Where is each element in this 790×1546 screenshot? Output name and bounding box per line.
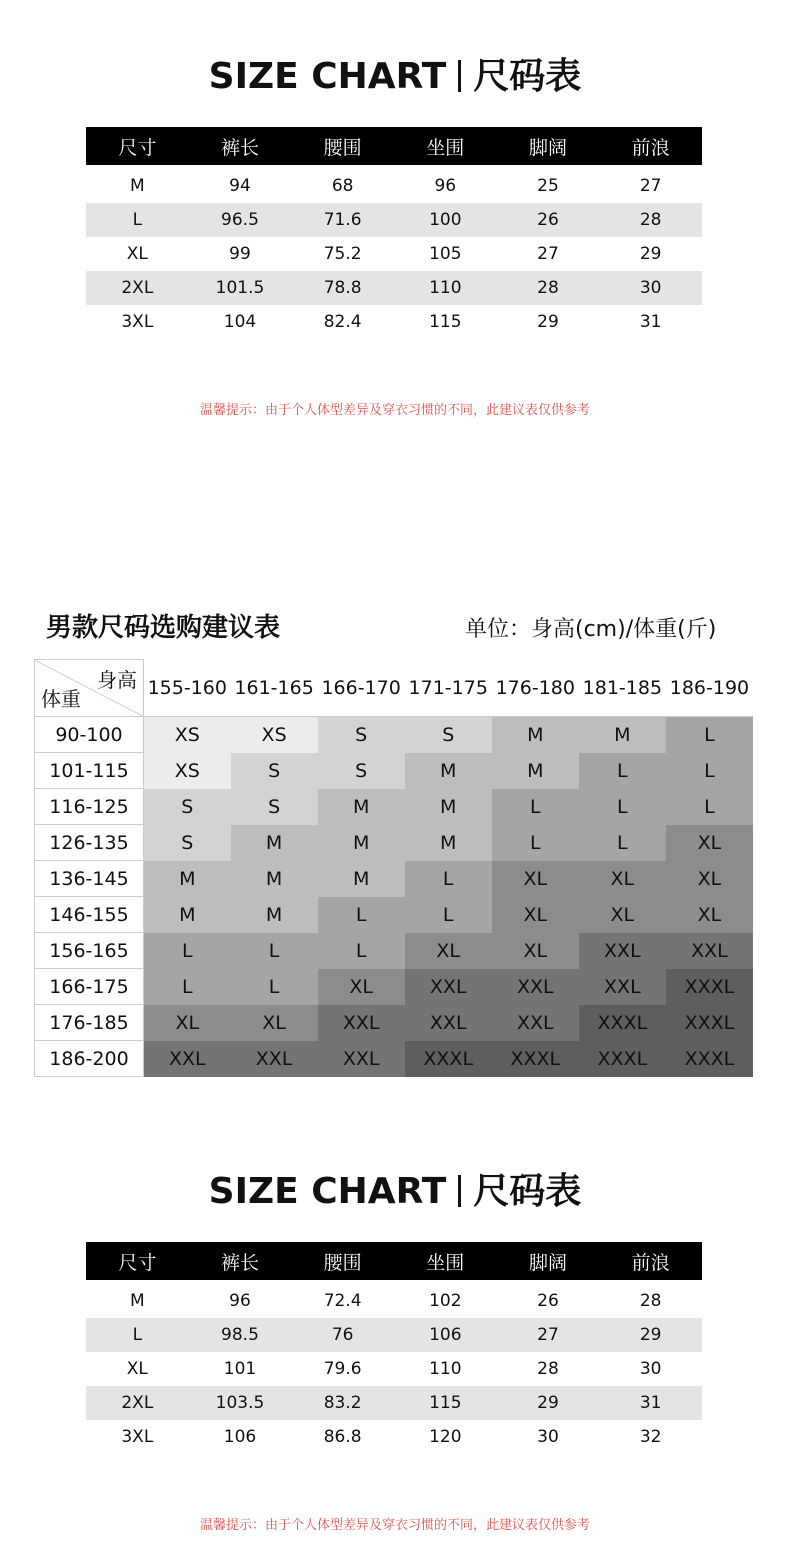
size-recommendation-cell: XL (666, 825, 753, 861)
size-recommendation-cell: S (318, 717, 405, 753)
size-cell: 120 (429, 1427, 462, 1447)
header-cell: 坐围 (394, 127, 497, 165)
size-recommendation-cell: XL (492, 933, 579, 969)
header-cell: 腰围 (291, 127, 394, 165)
header-cell: 尺寸 (86, 1242, 189, 1280)
size-cell: 3XL (121, 1427, 154, 1447)
size-recommendation-cell: XXL (318, 1005, 405, 1041)
size-table-1 (86, 127, 702, 339)
corner-height-label: 身高 (97, 668, 137, 692)
size-recommendation-cell: L (231, 933, 318, 969)
size-recommendation-cell: XXXL (492, 1041, 579, 1077)
size-cell: 106 (394, 1318, 497, 1352)
size-row (86, 1318, 702, 1352)
size-cell: M (129, 176, 145, 196)
weight-range-label: 101-115 (35, 753, 144, 789)
size-recommendation-cell: M (405, 753, 492, 789)
size-row (86, 271, 702, 305)
size-recommendation-cell: M (144, 897, 231, 933)
size-recommendation-cell: L (144, 969, 231, 1005)
title-divider (458, 1175, 461, 1207)
size-recommendation-cell: M (144, 861, 231, 897)
weight-range-label: 136-145 (35, 861, 144, 897)
title-divider (458, 60, 461, 92)
size-cell: 76 (291, 1318, 394, 1352)
header-cell: 前浪 (599, 1242, 702, 1280)
size-recommendation-cell: XL (579, 897, 666, 933)
weight-row (35, 825, 754, 861)
size-cell: 82.4 (323, 312, 362, 332)
size-cell: 100 (394, 203, 497, 237)
recommend-title: 男款尺码选购建议表 (46, 613, 281, 643)
size-recommendation-cell: L (144, 933, 231, 969)
size-recommendation-cell: XXL (231, 1041, 318, 1077)
corner-weight-label: 体重 (41, 687, 81, 711)
size-recommendation-cell: XXL (666, 933, 753, 969)
tip-note-2: 温馨提示：由于个人体型差异及穿衣习惯的不同，此建议表仅供参考 (199, 1518, 590, 1533)
size-recommendation-cell: S (144, 789, 231, 825)
weight-range-label: 176-185 (35, 1005, 144, 1041)
title-en: SIZE CHART (208, 56, 447, 97)
size-recommendation-cell: XXXL (579, 1041, 666, 1077)
grid-header-row (35, 660, 754, 717)
size-cell: 96 (434, 176, 457, 196)
size-cell: L (86, 1318, 189, 1352)
size-cell: 103.5 (189, 1386, 292, 1420)
size-cell: 27 (537, 244, 559, 264)
size-recommendation-cell: S (318, 753, 405, 789)
size-recommendation-cell: XS (144, 753, 231, 789)
size-cell: 31 (599, 1386, 702, 1420)
size-recommendation-cell: XXL (405, 1005, 492, 1041)
size-cell: 26 (537, 1291, 559, 1311)
size-cell: 28 (537, 1359, 559, 1379)
size-recommendation-cell: M (492, 717, 579, 753)
size-recommendation-cell: XL (144, 1005, 231, 1041)
size-cell: 26 (497, 203, 600, 237)
weight-row (35, 1005, 754, 1041)
size-cell: 30 (537, 1427, 559, 1447)
size-recommendation-cell: M (318, 861, 405, 897)
size-chart-title-2 (0, 1163, 790, 1214)
size-cell: XL (126, 1359, 148, 1379)
size-recommendation-cell: XL (666, 897, 753, 933)
size-cell: 75.2 (323, 244, 362, 264)
height-range-header: 181-185 (579, 660, 666, 717)
weight-range-label: 186-200 (35, 1041, 144, 1077)
size-recommendation-cell: XXL (405, 969, 492, 1005)
size-cell: 27 (497, 1318, 600, 1352)
recommend-grid (34, 659, 753, 1077)
height-range-header: 176-180 (492, 660, 579, 717)
size-recommendation-cell: L (405, 861, 492, 897)
weight-range-label: 90-100 (35, 717, 144, 753)
size-cell: 2XL (86, 1386, 189, 1420)
height-range-header: 155-160 (144, 660, 231, 717)
size-recommendation-cell: XXL (492, 1005, 579, 1041)
size-cell: 29 (497, 1386, 600, 1420)
size-recommendation-cell: L (666, 789, 753, 825)
size-cell: 28 (497, 271, 600, 305)
size-recommendation-cell: XXL (144, 1041, 231, 1077)
header-cell: 裤长 (189, 127, 292, 165)
size-recommendation-cell: XS (144, 717, 231, 753)
weight-row (35, 933, 754, 969)
size-row (86, 203, 702, 237)
size-recommendation-cell: M (318, 789, 405, 825)
size-cell: 28 (599, 203, 702, 237)
title-cn: 尺码表 (473, 1171, 582, 1212)
height-range-header: 171-175 (405, 660, 492, 717)
size-recommendation-cell: L (492, 825, 579, 861)
header-cell: 尺寸 (86, 127, 189, 165)
size-row (86, 237, 702, 271)
size-recommendation-cell: XS (231, 717, 318, 753)
size-recommendation-cell: XXL (579, 933, 666, 969)
size-row (86, 165, 702, 203)
size-recommendation-cell: L (405, 897, 492, 933)
size-cell: 101.5 (189, 271, 292, 305)
size-recommendation-cell: XXXL (666, 969, 753, 1005)
size-cell: 96.5 (189, 203, 292, 237)
size-recommendation-cell: L (666, 753, 753, 789)
height-range-header: 161-165 (231, 660, 318, 717)
weight-row (35, 969, 754, 1005)
size-cell: 102 (429, 1291, 462, 1311)
size-recommendation-cell: L (318, 897, 405, 933)
size-recommendation-cell: M (492, 753, 579, 789)
size-recommendation-cell: M (318, 825, 405, 861)
header-cell: 腰围 (291, 1242, 394, 1280)
size-recommendation-cell: XL (666, 861, 753, 897)
height-range-header: 166-170 (318, 660, 405, 717)
tip-note-1: 温馨提示：由于个人体型差异及穿衣习惯的不同，此建议表仅供参考 (199, 403, 590, 418)
size-recommendation-cell: L (579, 825, 666, 861)
size-recommendation-cell: M (579, 717, 666, 753)
size-cell: M (129, 1291, 145, 1311)
size-cell: 71.6 (291, 203, 394, 237)
size-cell: 32 (639, 1427, 662, 1447)
size-cell: 68 (331, 176, 354, 196)
weight-row (35, 753, 754, 789)
weight-row (35, 717, 754, 753)
size-cell: 115 (429, 312, 462, 332)
title-cn: 尺码表 (473, 56, 582, 97)
size-cell: 27 (639, 176, 662, 196)
size-cell: 30 (599, 271, 702, 305)
size-cell: 105 (429, 244, 462, 264)
weight-row (35, 897, 754, 933)
weight-range-label: 126-135 (35, 825, 144, 861)
header-cell: 前浪 (599, 127, 702, 165)
size-row (86, 305, 702, 339)
size-cell: 3XL (121, 312, 154, 332)
size-recommendation-cell: XXXL (405, 1041, 492, 1077)
weight-range-label: 166-175 (35, 969, 144, 1005)
size-recommendation-cell: XXL (579, 969, 666, 1005)
size-cell: 106 (223, 1427, 257, 1447)
size-recommendation-cell: XXL (318, 1041, 405, 1077)
size-cell: 29 (599, 1318, 702, 1352)
size-cell: 94 (229, 176, 251, 196)
size-recommendation-cell: M (231, 861, 318, 897)
weight-row (35, 861, 754, 897)
size-recommendation-cell: XXXL (666, 1041, 753, 1077)
size-cell: 98.5 (189, 1318, 292, 1352)
size-recommendation-cell: XL (231, 1005, 318, 1041)
size-cell: 72.4 (323, 1291, 362, 1311)
size-recommendation-cell: M (231, 897, 318, 933)
header-cell: 坐围 (394, 1242, 497, 1280)
size-recommendation-cell: XL (579, 861, 666, 897)
size-row (86, 1386, 702, 1420)
size-recommendation-cell: L (318, 933, 405, 969)
header-cell: 裤长 (189, 1242, 292, 1280)
size-recommendation-cell: L (492, 789, 579, 825)
size-recommendation-cell: S (405, 717, 492, 753)
weight-row (35, 789, 754, 825)
size-recommendation-cell: XL (318, 969, 405, 1005)
size-cell: 83.2 (291, 1386, 394, 1420)
size-table-header (86, 127, 702, 165)
size-chart-title-1 (0, 48, 790, 99)
size-cell: 115 (394, 1386, 497, 1420)
size-recommendation-cell: L (666, 717, 753, 753)
size-cell: 101 (223, 1359, 257, 1379)
size-cell: XL (126, 244, 148, 264)
size-cell: 86.8 (323, 1427, 362, 1447)
size-recommendation-cell: L (231, 969, 318, 1005)
size-recommendation-cell: XL (492, 897, 579, 933)
weight-range-label: 156-165 (35, 933, 144, 969)
size-row (86, 1352, 702, 1386)
size-cell: L (86, 203, 189, 237)
size-cell: 31 (639, 312, 662, 332)
size-recommendation-cell: L (579, 753, 666, 789)
size-table-header (86, 1242, 702, 1280)
size-recommendation-cell: XXXL (666, 1005, 753, 1041)
size-cell: 96 (229, 1291, 251, 1311)
size-cell: 110 (394, 271, 497, 305)
header-cell: 脚阔 (497, 127, 600, 165)
size-cell: 29 (639, 244, 662, 264)
recommend-unit: 单位：身高(cm)/体重(斤) (465, 617, 717, 642)
size-cell: 28 (639, 1291, 662, 1311)
size-cell: 79.6 (323, 1359, 362, 1379)
size-cell: 99 (229, 244, 251, 264)
size-recommendation-cell: XL (405, 933, 492, 969)
size-cell: 25 (537, 176, 559, 196)
weight-range-label: 146-155 (35, 897, 144, 933)
size-recommendation-cell: M (231, 825, 318, 861)
weight-row (35, 1041, 754, 1077)
size-cell: 29 (537, 312, 559, 332)
size-recommendation-cell: L (579, 789, 666, 825)
size-recommendation-cell: S (231, 753, 318, 789)
size-recommendation-cell: XXXL (579, 1005, 666, 1041)
weight-range-label: 116-125 (35, 789, 144, 825)
title-en: SIZE CHART (208, 1171, 447, 1212)
size-table-2 (86, 1242, 702, 1454)
size-cell: 30 (639, 1359, 662, 1379)
size-row (86, 1420, 702, 1454)
size-recommendation-cell: M (405, 789, 492, 825)
size-cell: 104 (223, 312, 257, 332)
size-row (86, 1280, 702, 1318)
size-cell: 110 (429, 1359, 462, 1379)
size-cell: 2XL (86, 271, 189, 305)
size-recommendation-cell: S (231, 789, 318, 825)
grid-corner-cell (35, 660, 144, 717)
size-recommendation-cell: XL (492, 861, 579, 897)
header-cell: 脚阔 (497, 1242, 600, 1280)
size-recommendation-cell: XXL (492, 969, 579, 1005)
size-recommendation-cell: S (144, 825, 231, 861)
height-range-header: 186-190 (666, 660, 753, 717)
size-cell: 78.8 (291, 271, 394, 305)
size-recommendation-cell: M (405, 825, 492, 861)
